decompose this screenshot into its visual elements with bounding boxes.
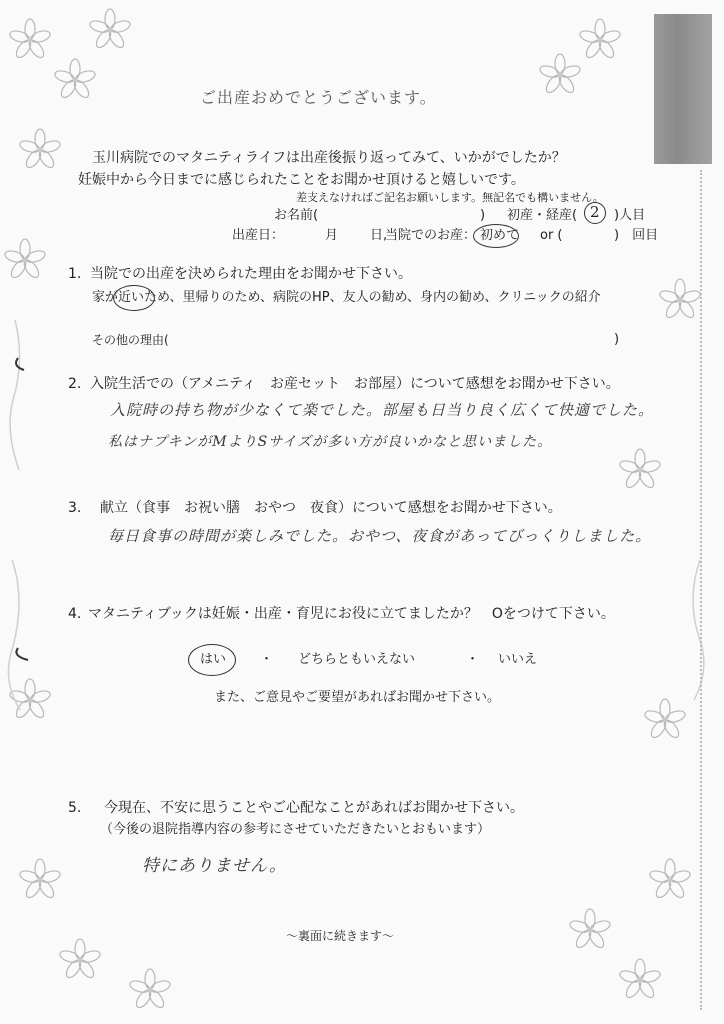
intro-line-2: 妊娠中から今日までに感じられたことをお聞かせ頂けると嬉しいです。 — [78, 172, 525, 188]
birth-count-label: 当院でのお産： — [385, 228, 477, 243]
first-time-circle-mark — [473, 224, 519, 248]
flower-decoration — [53, 59, 96, 100]
question-1-number: 1. — [68, 266, 82, 282]
flower-decoration — [538, 54, 581, 95]
question-1-options: 家が近いため、里帰りのため、病院のHP、友人の勧め、身内の勧め、クリニックの紹介 — [92, 290, 601, 305]
choice-separator-1: ・ — [260, 652, 274, 667]
flower-decoration — [88, 9, 131, 50]
question-2-answer-line-1: 入院時の持ち物が少なくて楽でした。部屋も日当り良く広くて快適でした。 — [110, 401, 655, 419]
flower-decoration — [568, 909, 611, 950]
choice-separator-2: ・ — [466, 652, 480, 667]
question-5-text: 今現在、不安に思うことやご心配なことがあればお聞かせ下さい。 — [104, 800, 524, 816]
question-4-text: マタニティブックは妊娠・出産・育児にお役に立てましたか？ Oをつけて下さい。 — [88, 606, 615, 622]
flower-decoration — [18, 129, 61, 170]
flower-decoration — [128, 969, 171, 1010]
intro-line-1: 玉川病院でのマタニティライフは出産後振り返ってみて、いかがでしたか？ — [92, 150, 566, 166]
option-circle-mark — [113, 285, 155, 311]
name-label: お名前( — [274, 208, 319, 223]
flower-decoration — [8, 19, 51, 60]
question-3-number: 3. — [68, 500, 82, 516]
flower-decoration — [58, 939, 101, 980]
question-2-number: 2. — [68, 376, 82, 392]
question-5-answer-line-1: 特にありません。 — [142, 856, 288, 876]
question-2-answer-line-2: 私はナプキンがMよりSサイズが多い方が良いかなと思いました。 — [108, 434, 553, 450]
question-5-number: 5. — [68, 800, 82, 816]
scan-shadow-band — [654, 14, 712, 164]
question-1-other-label: その他の理由( — [92, 333, 169, 347]
question-1-other-close: ) — [614, 332, 620, 347]
question-3-text: 献立（食事 お祝い膳 おやつ 夜食）について感想をお聞かせ下さい。 — [100, 500, 562, 516]
question-4-number: 4. — [68, 606, 82, 622]
flower-decoration — [658, 279, 701, 320]
choice-yes: はい — [200, 652, 227, 667]
parity-label: 初産・経産( — [507, 208, 578, 223]
flower-decoration — [618, 449, 661, 490]
continue-on-back-label: 〜裏面に続きます〜 — [286, 929, 395, 943]
flower-decoration — [578, 19, 621, 60]
question-4-followup: また、ご意見やご要望があればお聞かせ下さい。 — [214, 690, 501, 705]
page-title: ご出産おめでとうございます。 — [200, 88, 437, 107]
first-time-option: 初めて — [480, 228, 520, 243]
parity-circle-mark — [584, 202, 606, 224]
month-label: 月 — [325, 228, 339, 243]
flower-decoration — [3, 239, 46, 280]
name-field-close: ) — [480, 208, 486, 223]
question-5-subtext: （今後の退院指導内容の参考にさせていただきたいとおもいます） — [100, 822, 491, 837]
times-label: ) 回目 — [614, 228, 659, 243]
flower-decoration — [643, 699, 686, 740]
birth-date-label: 出産日： — [232, 228, 285, 243]
flower-decoration — [648, 859, 691, 900]
question-3-answer-line-1: 毎日食事の時間が楽しみでした。おやつ、夜食があってびっくりしました。 — [108, 527, 652, 545]
choice-neutral: どちらともいえない — [298, 652, 416, 667]
parity-value: 2 — [590, 203, 600, 221]
choice-no: いいえ — [498, 652, 538, 667]
or-label: or ( — [540, 228, 563, 243]
perforation-edge — [700, 170, 703, 1010]
choice-yes-circle-mark — [188, 644, 236, 676]
flower-decoration — [618, 959, 661, 1000]
day-label: 日, — [370, 228, 388, 243]
question-1-text: 当院での出産を決められた理由をお聞かせ下さい。 — [90, 266, 412, 282]
anonymous-note: 差支えなければご記名お願いします。無記名でも構いません。 — [296, 191, 604, 204]
question-2-text: 入院生活での（アメニティ お産セット お部屋）について感想をお聞かせ下さい。 — [90, 376, 620, 392]
parity-unit: )人目 — [614, 208, 646, 223]
flower-decoration — [18, 859, 61, 900]
